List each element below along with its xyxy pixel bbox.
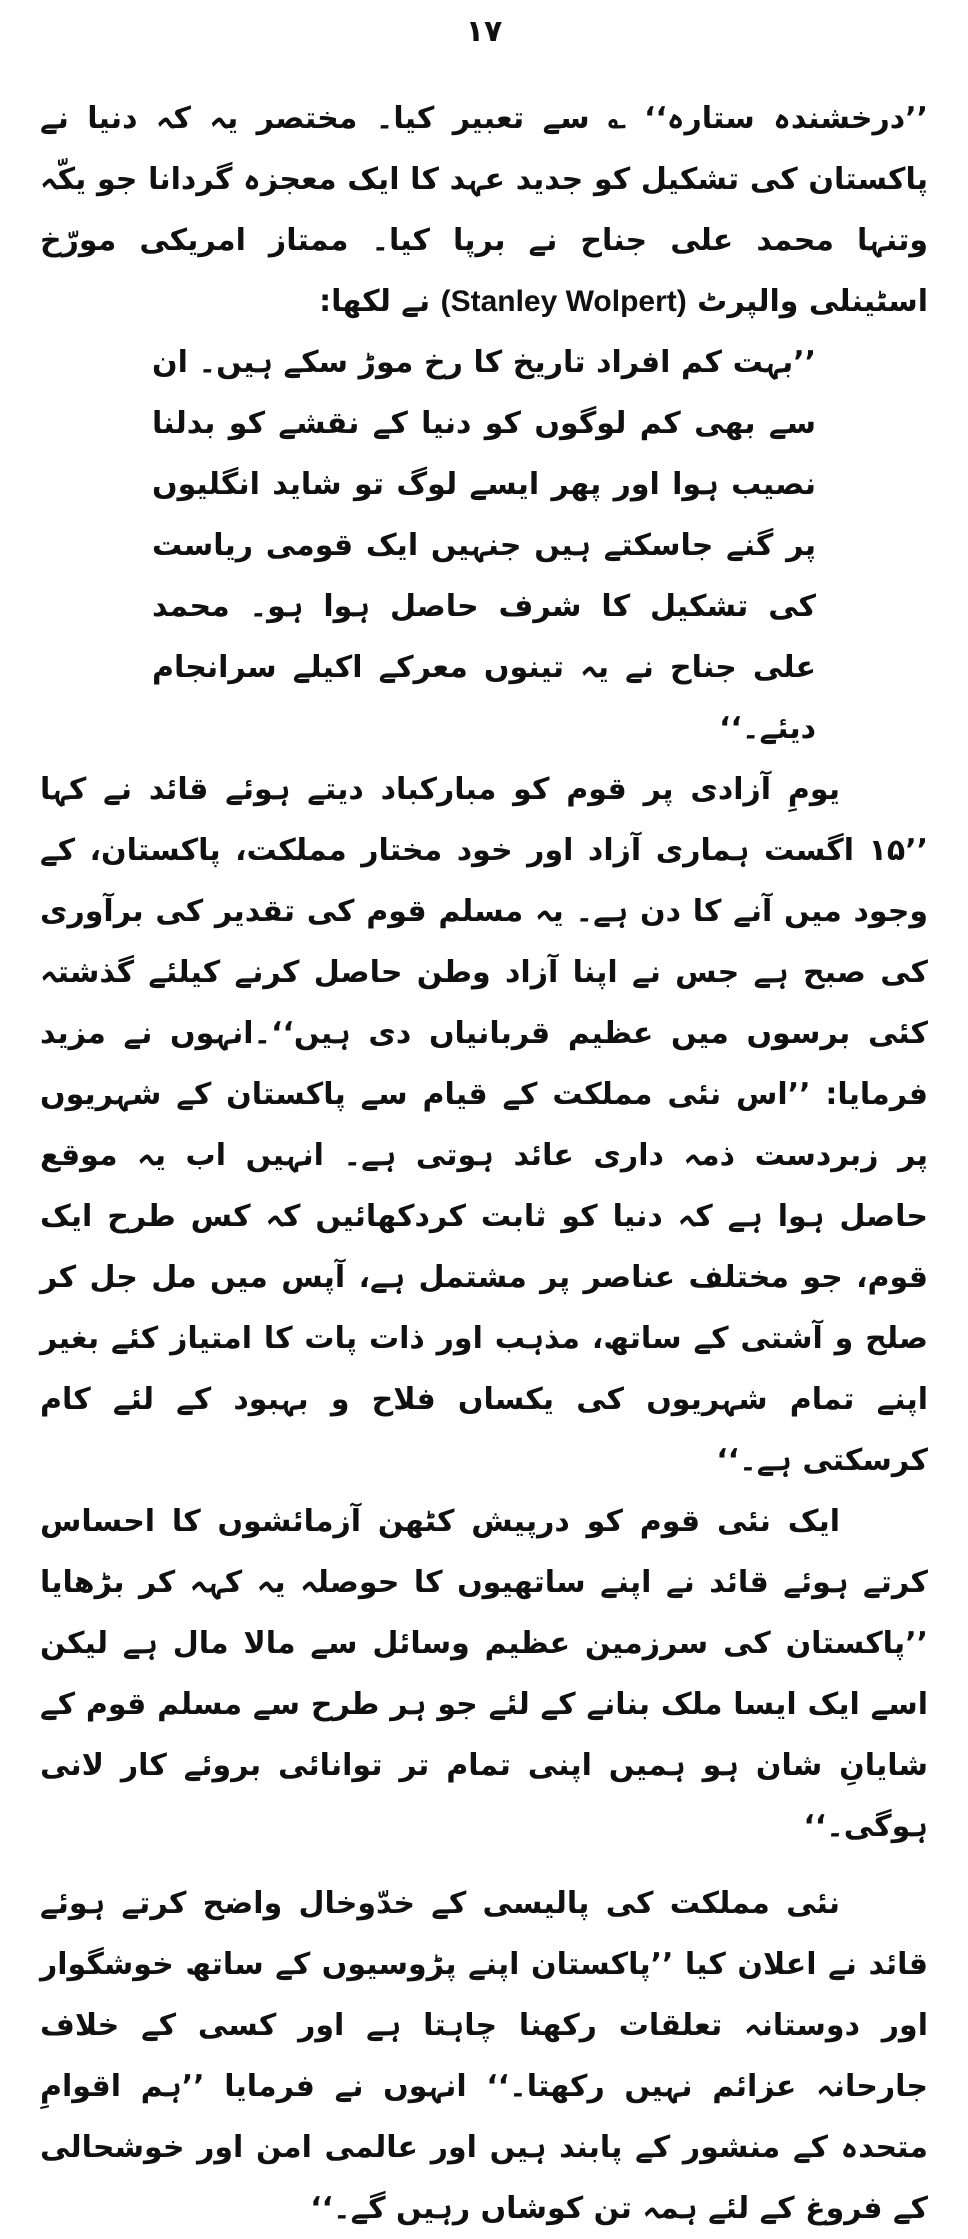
page-number: ١٧ xyxy=(465,14,503,49)
english-name-stanley-wolpert: (Stanley Wolpert) xyxy=(440,285,687,318)
paragraph-gap xyxy=(40,1857,928,1873)
paragraph-independence-day: یومِ آزادی پر قوم کو مبارکباد دیتے ہوئے قائد نے کہا ’’۱۵ اگست ہماری آزاد اور خود مختار مملکت، پاکستان، کے وجود میں آنے کا دن ہے۔ یہ مسلم قوم کی تقدیر کی برآوری کی صبح ہے جس نے اپنا آزاد وطن حاصل کرنے کیلئے گذشتہ کئی برسوں میں عظیم قربانیاں دی ہیں‘‘۔انہوں نے مزید فرمایا: ’’اس نئی مملکت کے قیام سے پاکستان کے شہریوں پر زبردست ذمہ داری عائد ہوتی ہے۔ انہیں اب یہ موقع حاصل ہوا ہے کہ دنیا کو ثابت کردکھائیں کہ کس طرح ایک قوم، جو مختلف عناصر پر مشتمل ہے، آپس میں مل جل کر صلح و آشتی کے ساتھ، مذہب اور ذات پات کا امتیاز کئے بغیر اپنے تمام شہریوں کی یکساں فلاح و بہبود کے لئے کام کرسکتی ہے۔‘‘ xyxy=(40,772,928,1478)
paragraph-wolpert-intro-text-a: ’’درخشندہ ستارہ‘‘ ؎ سے تعبیر کیا۔ مختصر یہ کہ دنیا نے پاکستان کی تشکیل کو جدید عہد کا ایک معجزہ گردانا جو یکّہ وتنہا محمد علی جناح نے برپا کیا۔ ممتاز امریکی مورّخ اسٹینلی والپرٹ xyxy=(40,101,928,319)
paragraph-wolpert-intro xyxy=(40,88,928,332)
paragraph-wolpert-intro-text-b: نے لکھا: xyxy=(319,284,441,319)
body-text xyxy=(40,88,928,2239)
paragraph-new-nation-challenges: ایک نئی قوم کو درپیش کٹھن آزمائشوں کا احساس کرتے ہوئے قائد نے اپنے ساتھیوں کا حوصلہ یہ کہہ کر بڑھایا ’’پاکستان کی سرزمین عظیم وسائل سے مالا مال ہے لیکن اسے ایک ایسا ملک بنانے کے لئے جو ہر طرح سے مسلم قوم کے شایانِ شان ہو ہمیں اپنی تمام تر توانائی بروئے کار لانی ہوگی۔‘‘ xyxy=(40,1504,928,1844)
block-quote-wolpert: ’’بہت کم افراد تاریخ کا رخ موڑ سکے ہیں۔ ان سے بھی کم لوگوں کو دنیا کے نقشے کو بدلنا نصیب ہوا اور پھر ایسے لوگ تو شاید انگلیوں پر گنے جاسکتے ہیں جنہیں ایک قومی ریاست کی تشکیل کا شرف حاصل ہوا ہو۔ محمد علی جناح نے یہ تینوں معرکے اکیلے سرانجام دیئے۔‘‘ xyxy=(152,345,816,746)
paragraph-foreign-policy: نئی مملکت کی پالیسی کے خدّوخال واضح کرتے ہوئے قائد نے اعلان کیا ’’پاکستان اپنے پڑوسیوں کے ساتھ خوشگوار اور دوستانہ تعلقات رکھنا چاہتا ہے اور کسی کے خلاف جارحانہ عزائم نہیں رکھتا۔‘‘ انہوں نے فرمایا ’’ہم اقوامِ متحدہ کے منشور کے پابند ہیں اور عالمی امن اور خوشحالی کے فروغ کے لئے ہمہ تن کوشاں رہیں گے۔‘‘ xyxy=(40,1886,928,2226)
